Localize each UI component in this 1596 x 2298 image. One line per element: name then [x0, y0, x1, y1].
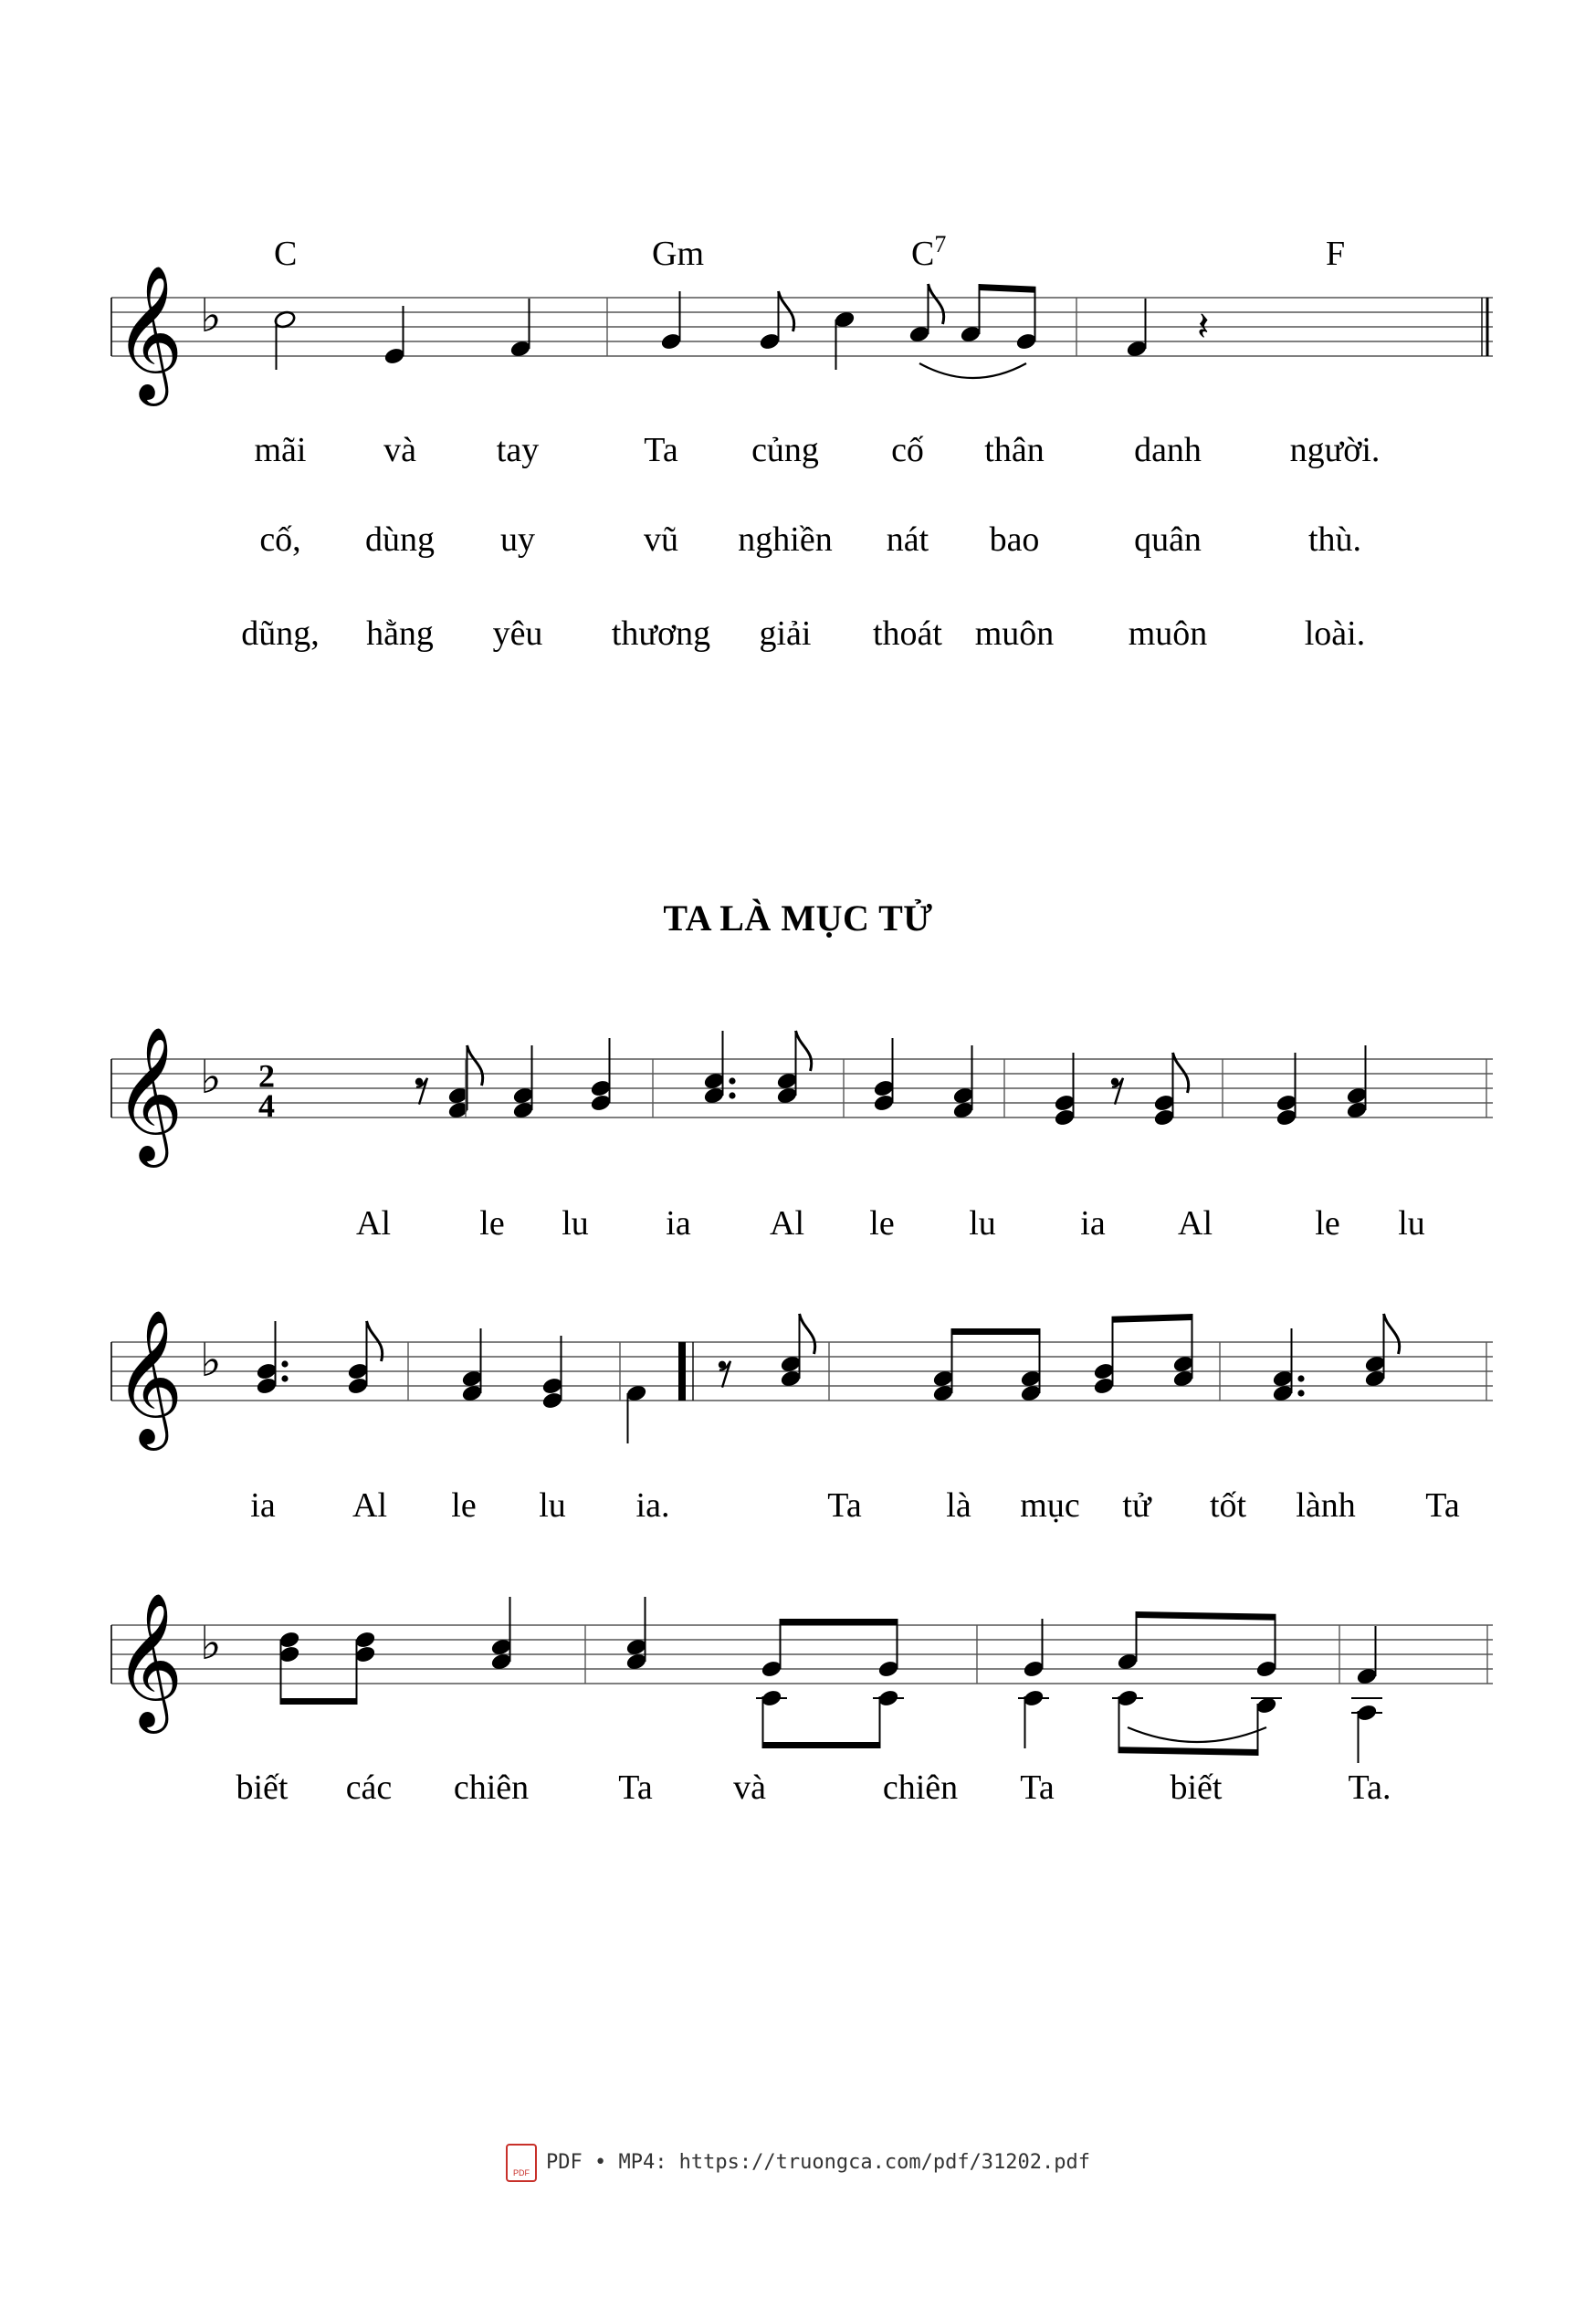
lyric-syllable: giải	[759, 614, 812, 653]
dot	[729, 1077, 735, 1084]
beam	[762, 1742, 881, 1748]
chord-extension: 7	[934, 231, 947, 257]
lyric-syllable: Ta.	[1348, 1768, 1391, 1807]
lyric-syllable: Ta	[644, 431, 678, 469]
lyric-syllable: uy	[500, 520, 535, 559]
lyric-syllable: cố	[891, 431, 924, 469]
lyric-syllable: lu	[539, 1486, 566, 1525]
staff-system	[111, 1309, 1493, 1525]
lyric-syllable: chiên	[453, 1768, 530, 1807]
treble-clef-icon: 𝄞	[114, 1591, 184, 1728]
dot	[281, 1360, 288, 1367]
lyric-syllable: người.	[1289, 431, 1381, 469]
footer-link[interactable]	[0, 2144, 1596, 2182]
flat-icon: ♭	[200, 1616, 222, 1670]
dot	[1297, 1375, 1304, 1381]
lyric-syllable: tốt	[1209, 1486, 1247, 1525]
eighth-rest-icon	[415, 1078, 427, 1105]
dot	[1297, 1390, 1304, 1396]
flag	[467, 1045, 483, 1086]
beam	[780, 1619, 898, 1625]
lyric-syllable: Ta	[1020, 1768, 1055, 1807]
lyric-syllable: dũng,	[241, 614, 320, 653]
beam	[1112, 1314, 1193, 1323]
lyric-syllable: muôn	[1128, 614, 1208, 653]
chord-symbol: F	[1326, 235, 1346, 273]
lyric-syllable: danh	[1134, 431, 1202, 469]
beam	[951, 1328, 1041, 1335]
lyric-syllable: ia.	[635, 1486, 670, 1525]
lyric-line	[236, 1768, 1391, 1807]
lyric-syllable: Al	[770, 1204, 804, 1243]
chord-symbol: Gm	[652, 235, 704, 273]
beam	[1136, 1611, 1276, 1621]
lyric-syllable: bao	[989, 520, 1040, 559]
song-title: TA LÀ MỤC TỬ	[663, 897, 933, 939]
lyric-syllable: vũ	[644, 520, 678, 559]
lyric-syllable: là	[946, 1486, 971, 1525]
lyric-syllable: quân	[1134, 520, 1202, 559]
footer-text: PDF • MP4: https://truongca.com/pdf/31202.pdf	[545, 2151, 1091, 2174]
flat-icon: ♭	[200, 289, 222, 342]
lyric-syllable: tử	[1122, 1486, 1151, 1525]
lyric-syllable: loài.	[1304, 614, 1366, 653]
lyric-syllable: thù.	[1307, 520, 1362, 559]
lyric-syllable: nát	[886, 520, 929, 559]
lyric-syllable: củng	[751, 431, 819, 469]
lyric-syllable: Al	[1178, 1204, 1213, 1243]
lyric-syllable: le	[451, 1486, 477, 1525]
lyric-syllable: chiên	[882, 1768, 959, 1807]
lyric-syllable: các	[345, 1768, 393, 1807]
flag	[367, 1321, 383, 1361]
flag	[929, 284, 944, 324]
chord-symbol: C	[274, 235, 298, 273]
lyric-syllable: thân	[984, 431, 1045, 469]
time-signature	[258, 1057, 275, 1124]
dot	[281, 1375, 288, 1381]
lyric-syllable: dùng	[365, 520, 435, 559]
staff-system	[111, 1592, 1493, 1807]
slur	[1128, 1727, 1266, 1742]
eighth-rest-icon	[1111, 1078, 1123, 1105]
beam	[280, 1698, 358, 1705]
lyric-syllable: mãi	[254, 431, 307, 469]
flat-icon: ♭	[200, 1333, 222, 1387]
staff-system	[111, 265, 1493, 653]
time-signature-top: 2	[258, 1057, 275, 1095]
quarter-rest-icon: 𝄽	[1197, 303, 1210, 351]
lyric-line	[356, 1204, 1425, 1243]
treble-clef-icon: 𝄞	[114, 264, 184, 401]
lyric-syllable: lu	[1398, 1204, 1425, 1243]
flag	[1384, 1314, 1400, 1354]
lyric-syllable: ia	[666, 1204, 691, 1243]
slur	[919, 363, 1026, 378]
lyric-syllable: ia	[1080, 1204, 1106, 1243]
lyric-syllable: biết	[236, 1768, 289, 1807]
time-signature-bottom: 4	[258, 1087, 275, 1125]
lyric-line	[250, 1486, 1460, 1525]
lyric-syllable: yêu	[492, 614, 543, 653]
lyric-syllable: Ta	[1425, 1486, 1460, 1525]
lyric-syllable: lu	[562, 1204, 589, 1243]
lyric-syllable: le	[1315, 1204, 1340, 1243]
lyric-syllable: thương	[611, 614, 711, 653]
chord-symbol: $C^7$	[911, 231, 947, 273]
eighth-rest-icon	[719, 1361, 730, 1388]
lyric-syllable: Ta	[827, 1486, 862, 1525]
lyric-syllable: lành	[1296, 1486, 1356, 1525]
lyric-line	[259, 520, 1361, 559]
beam	[979, 284, 1036, 293]
lyric-syllable: muôn	[974, 614, 1055, 653]
staff-system	[111, 1026, 1493, 1243]
lyric-syllable: Ta	[618, 1768, 653, 1807]
flat-icon: ♭	[200, 1050, 222, 1104]
flag	[796, 1031, 812, 1071]
treble-clef-icon: 𝄞	[114, 1025, 184, 1162]
lyric-line	[255, 431, 1381, 469]
lyric-syllable: thoát	[873, 614, 942, 653]
lyric-syllable: và	[383, 431, 416, 469]
lyric-syllable: Al	[356, 1204, 391, 1243]
lyric-syllable: lu	[969, 1204, 996, 1243]
lyric-syllable: nghiền	[738, 520, 833, 559]
lyric-syllable: hằng	[366, 614, 434, 653]
lyric-syllable: và	[733, 1768, 766, 1807]
treble-clef-icon: 𝄞	[114, 1308, 184, 1445]
beam	[1118, 1747, 1259, 1756]
dot	[729, 1092, 735, 1098]
lyric-syllable: le	[869, 1204, 895, 1243]
flag	[800, 1314, 815, 1354]
lyric-syllable: ia	[250, 1486, 276, 1525]
lyric-syllable: Al	[352, 1486, 387, 1525]
lyric-syllable: le	[479, 1204, 505, 1243]
lyric-syllable: cố,	[259, 520, 301, 559]
lyric-syllable: biết	[1170, 1768, 1223, 1807]
lyric-line	[241, 614, 1365, 653]
lyric-syllable: tay	[496, 431, 540, 469]
lyric-syllable: mục	[1020, 1486, 1080, 1525]
pdf-icon: PDF	[506, 2144, 537, 2182]
